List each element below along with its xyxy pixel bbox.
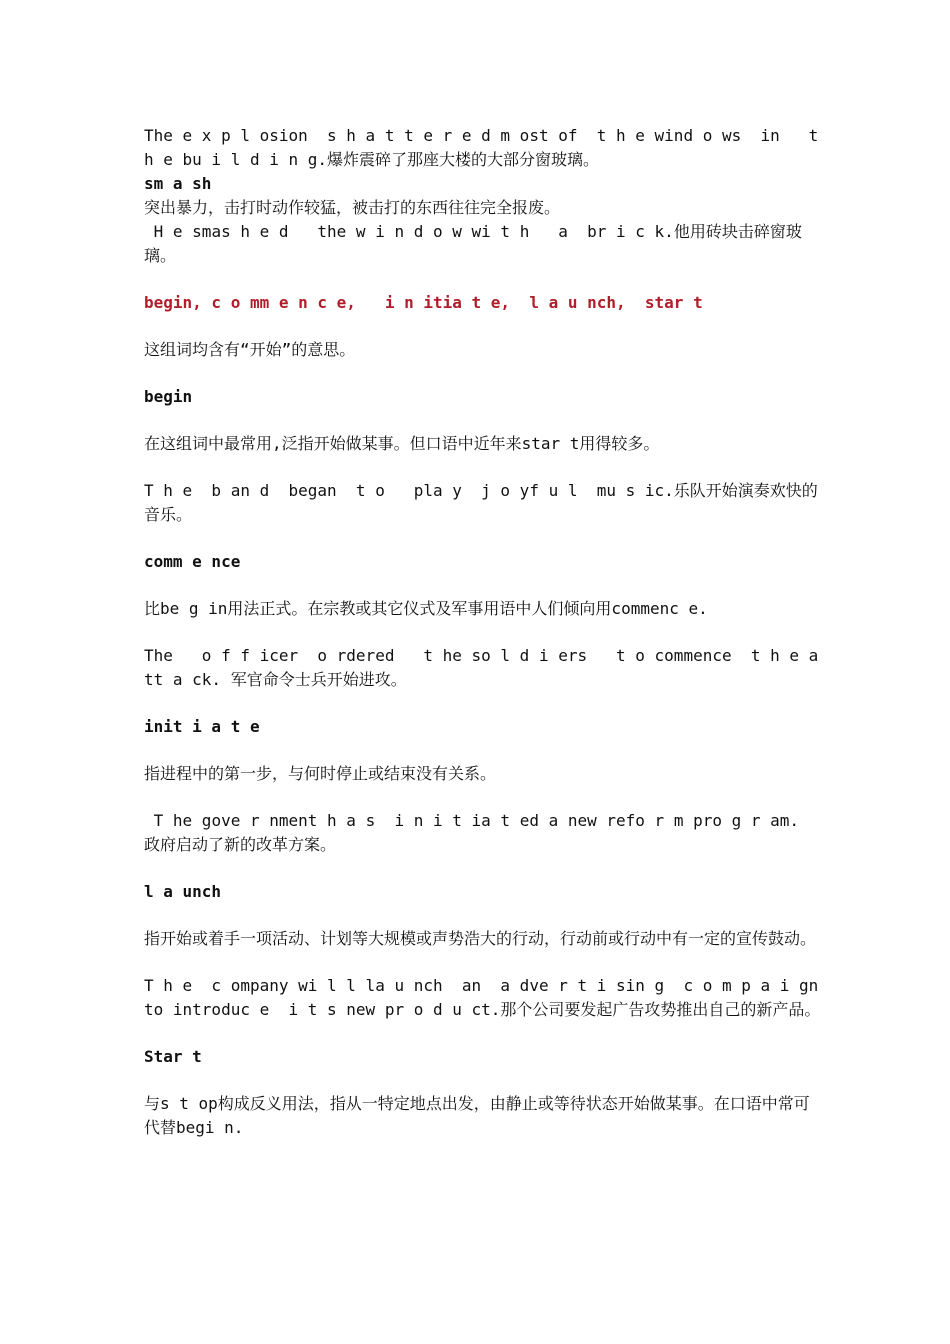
body-paragraph: 比be g in用法正式。在宗教或其它仪式及军事用语中人们倾向用commenc e. — [144, 599, 708, 618]
body-paragraph: 指进程中的第一步，与何时停止或结束没有关系。 — [144, 764, 497, 783]
word-heading: l a unch — [144, 882, 222, 901]
body-paragraph: 这组词均含有“开始”的意思。 — [144, 340, 356, 359]
body-paragraph: 指开始或着手一项活动、计划等大规模或声势浩大的行动，行动前或行动中有一定的宣传鼓动。 — [144, 929, 817, 948]
word-heading: begin — [144, 387, 193, 406]
body-paragraph: 突出暴力，击打时动作较猛，被击打的东西往往完全报废。 — [144, 198, 561, 217]
body-paragraph: T h e b an d began t o pla y j o yf u l mu s ic.乐队开始演奏欢快的音乐。 — [144, 481, 818, 524]
word-heading: sm a sh — [144, 174, 212, 193]
body-paragraph: 与s t op构成反义用法，指从一特定地点出发，由静止或等待状态开始做某事。在口语中常可代替begi n. — [144, 1094, 810, 1137]
body-paragraph: The o f f icer o rdered t he so l d i ers t o commence t h e att a ck. 军官命令士兵开始进攻。 — [144, 646, 819, 689]
body-paragraph: H e smas h e d the w i n d o w wi t h a br i c k.他用砖块击碎窗玻璃。 — [144, 222, 802, 265]
word-heading: Star t — [144, 1047, 202, 1066]
word-heading: comm e nce — [144, 552, 241, 571]
body-paragraph: 在这组词中最常用,泛指开始做某事。但口语中近年来star t用得较多。 — [144, 434, 660, 453]
body-paragraph: T he gove r nment h a s i n i t ia t ed a new refo r m pro g r am. 政府启动了新的改革方案。 — [144, 811, 809, 854]
document-page — [144, 124, 838, 1140]
body-paragraph: T h e c ompany wi l l la u nch an a dve r t i sin g c o m p a i gn to introduc e i t s new pr o d u ct.那个公司要发起广告攻势推出自己的新产品。 — [144, 976, 838, 1019]
word-heading: init i a t e — [144, 717, 260, 736]
body-paragraph: The e x p l osion s h a t t e r e d m ost of t h e wind o ws in t h e bu i l d i n g.爆炸震碎了那座大楼的大部分窗玻璃。 — [144, 126, 828, 169]
section-title: begin, c o mm e n c e, i n itia t e, l a u nch, star t — [144, 293, 703, 312]
